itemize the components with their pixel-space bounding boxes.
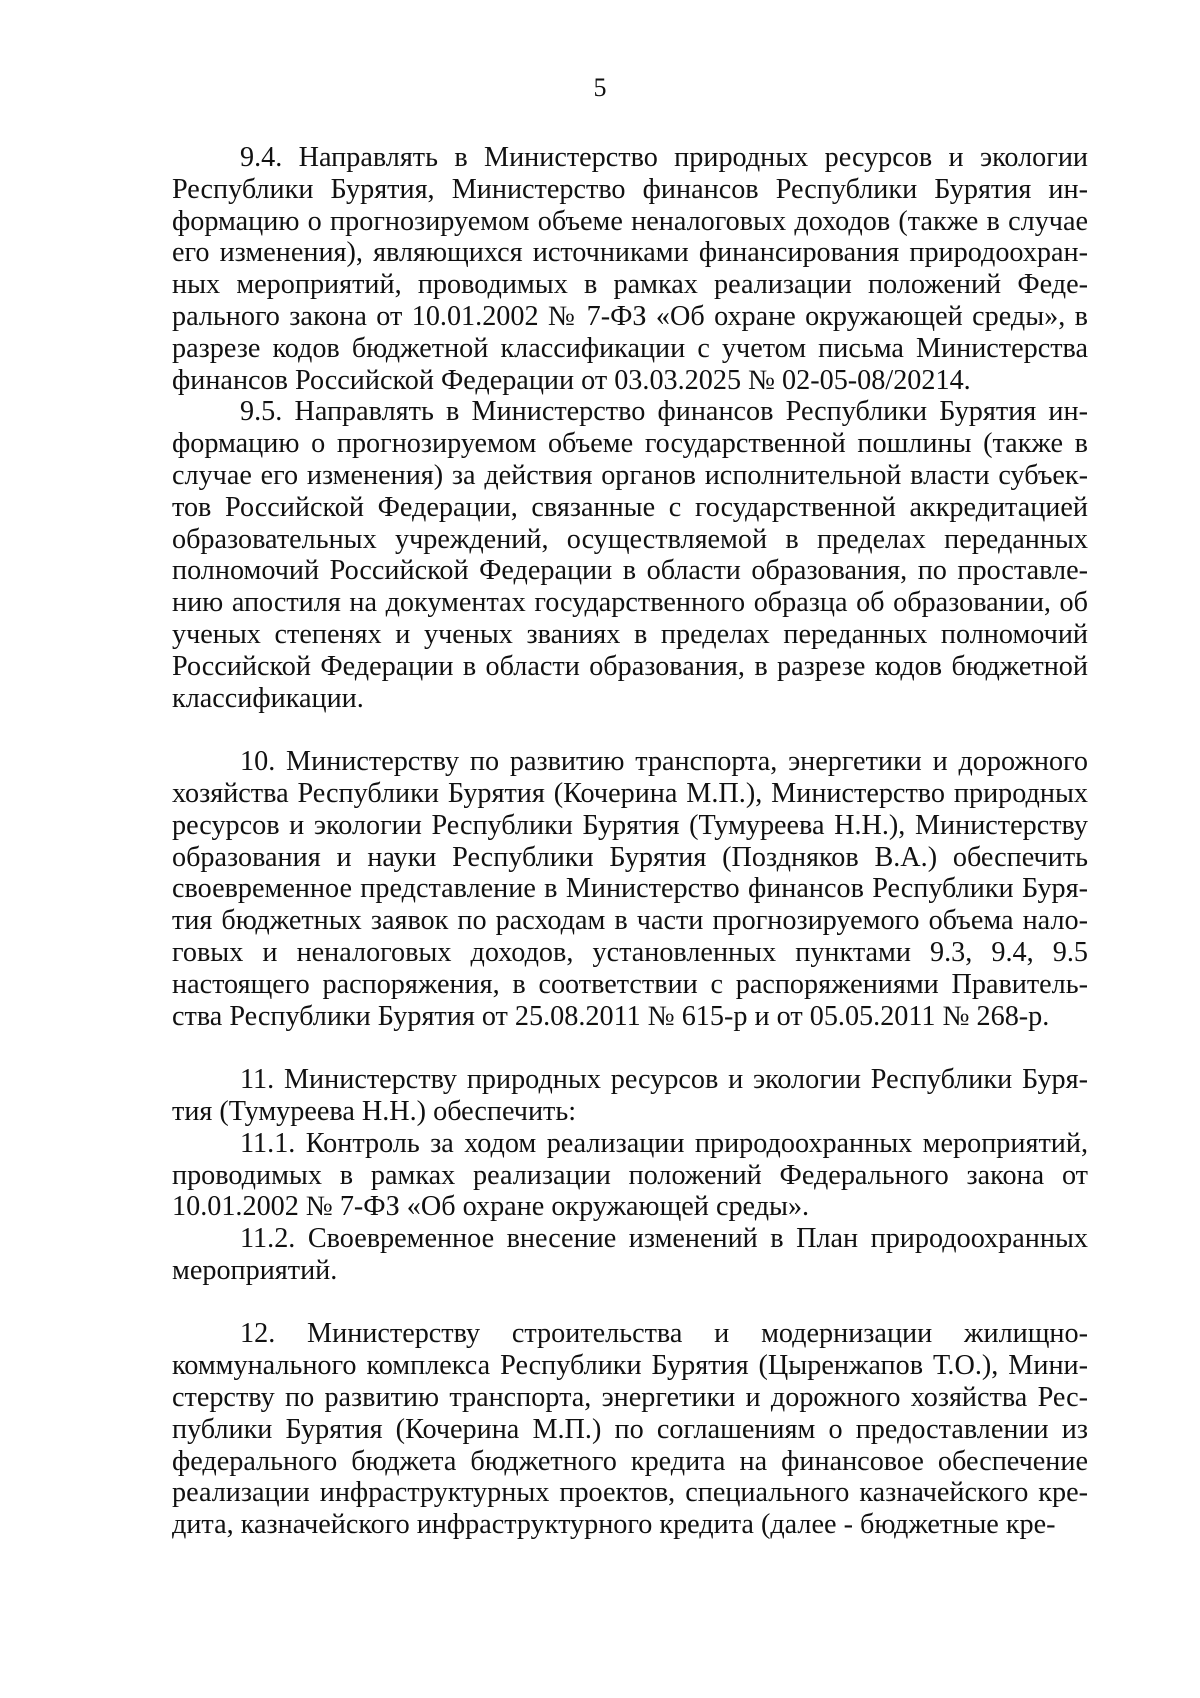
paragraph-11-1: 11.1. Контроль за ходом реализации природоохранных мероприятий, проводимых в рамках реализации положений Федерального закона от 10.01.2002 № 7-ФЗ «Об охране окружающей среды». bbox=[172, 1127, 1088, 1223]
paragraph-11-2: 11.2. Своевременное внесение изменений в План природоохранных мероприятий. bbox=[172, 1223, 1088, 1286]
paragraph-9-5: 9.5. Направлять в Министерство финансов Республики Бурятия информацию о прогнозируемом объеме государственной пошлины (также в случае его изменения) за действия органов исполнительной власти субъектов Российской Федерации, связанные с государственной аккредитацией образовательных учреждений, осуществляемой в пределах переданных полномочий Российской Федерации в области образования, по проставлению апостиля на документах государственного образца об образовании, об ученых степенях и ученых званиях в пределах переданных полномочий Российской Федерации в области образования, в разрезе кодов бюджетной классификации. bbox=[172, 396, 1088, 714]
paragraph-spacer bbox=[172, 1287, 1088, 1319]
page-number: 5 bbox=[593, 73, 607, 102]
paragraph-11: 11. Министерству природных ресурсов и экологии Республики Бурятия (Тумуреева Н.Н.) обеспечить: bbox=[172, 1064, 1088, 1127]
paragraph-9-4: 9.4. Направлять в Министерство природных ресурсов и экологии Республики Бурятия, Министерство финансов Республики Бурятия информацию о прогнозируемом объеме неналоговых доходов (также в случае его изменения), являющихся источниками финансирования природоохранных мероприятий, проводимых в рамках реализации положений Федерального закона от 10.01.2002 № 7-ФЗ «Об охране окружающей среды», в разрезе кодов бюджетной классификации с учетом письма Министерства финансов Российской Федерации от 03.03.2025 № 02-05-08/20214. bbox=[172, 142, 1088, 396]
paragraph-spacer bbox=[172, 714, 1088, 746]
paragraph-10: 10. Министерству по развитию транспорта, энергетики и дорожного хозяйства Республики Бурятия (Кочерина М.П.), Министерство природных ресурсов и экологии Республики Бурятия (Тумуреева Н.Н.), Министерству образования и науки Республики Бурятия (Поздняков В.А.) обеспечить своевременное представление в Министерство финансов Республики Бурятия бюджетных заявок по расходам в части прогнозируемого объема налоговых и неналоговых доходов, установленных пунктами 9.3, 9.4, 9.5 настоящего распоряжения, в соответствии с распоряжениями Правительства Республики Бурятия от 25.08.2011 № 615-р и от 05.05.2011 № 268-р. bbox=[172, 746, 1088, 1032]
document-body bbox=[172, 142, 1088, 1541]
paragraph-spacer bbox=[172, 1032, 1088, 1064]
paragraph-12: 12. Министерству строительства и модернизации жилищно-коммунального комплекса Республики Бурятия (Цыренжапов Т.О.), Министерству по развитию транспорта, энергетики и дорожного хозяйства Республики Бурятия (Кочерина М.П.) по соглашениям о предоставлении из федерального бюджета бюджетного кредита на финансовое обеспечение реализации инфраструктурных проектов, специального казначейского кредита, казначейского инфраструктурного кредита (далее - бюджетные кре- bbox=[172, 1318, 1088, 1541]
